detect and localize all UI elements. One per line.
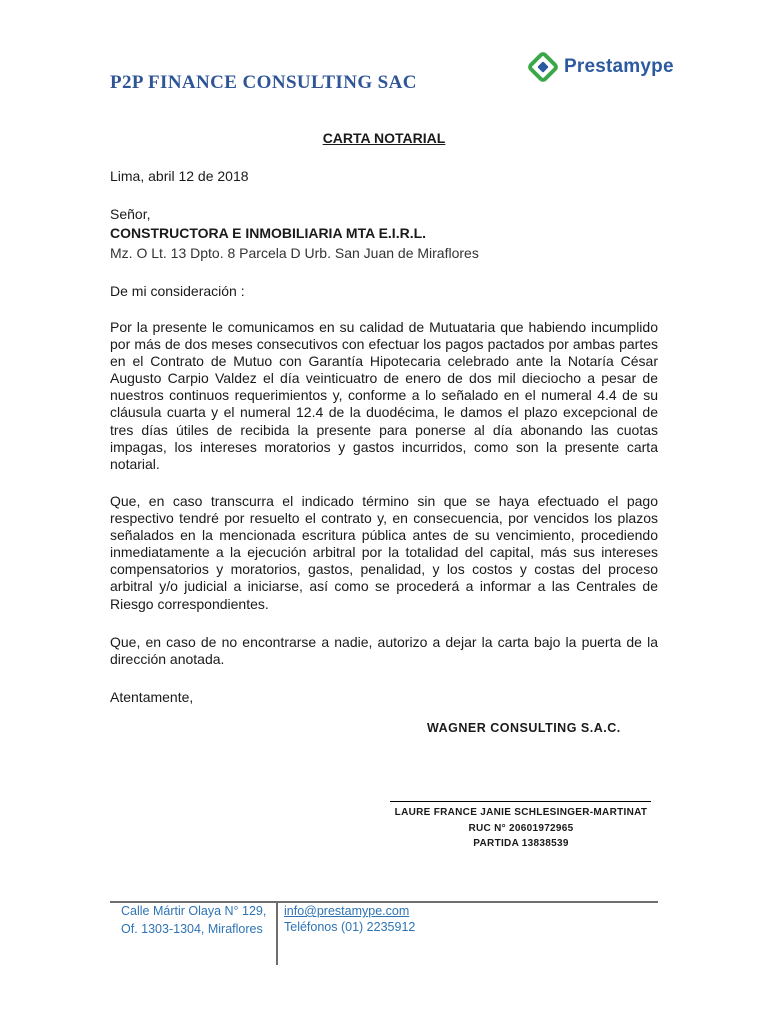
footer-address-line2: Of. 1303-1304, Miraflores: [121, 922, 263, 936]
recipient-address: Mz. O Lt. 13 Dpto. 8 Parcela D Urb. San Juan de Miraflores: [110, 245, 479, 261]
logo-wordmark: Prestamype: [564, 56, 674, 77]
footer-phone: Teléfonos (01) 2235912: [284, 920, 416, 934]
footer-address-line1: Calle Mártir Olaya N° 129,: [121, 904, 267, 918]
signer-ruc: RUC N° 20601972965: [468, 823, 574, 834]
footer-email-link[interactable]: info@prestamype.com: [284, 904, 410, 918]
closing: Atentamente,: [110, 689, 194, 705]
recipient-name: CONSTRUCTORA E INMOBILIARIA MTA E.I.R.L.: [110, 225, 427, 241]
greeting: De mi consideración :: [110, 283, 245, 299]
footer-divider-horizontal: [110, 901, 658, 903]
company-header: P2P FINANCE CONSULTING SAC: [110, 72, 417, 93]
salutation: Señor,: [110, 206, 151, 222]
date-line: Lima, abril 12 de 2018: [110, 168, 249, 184]
prestamype-logo: [528, 52, 674, 82]
body-paragraph-1: Por la presente le comunicamos en su calidad de Mutuataria que habiendo incumplido por más de dos meses consecutivos con efectuar los pagos pactados por ambas partes en el Contrato de Mutuo con Garantía Hipotecaria celebrado ante la Notaría César Augusto Carpio Valdez el día veinticuatro de enero de dos mil dieciocho a pesar de nuestros continuos requerimientos y, conforme a lo señalado en el numeral 4.4 de su cláusula cuarta y el numeral 12.4 de la duodécima, le damos el plazo excepcional de tres días útiles de recibida la presente para ponerse al día abonando las cuotas impagas, los intereses moratorios y gastos incurridos, como son la presente carta notarial.: [110, 319, 658, 472]
body-paragraph-2: Que, en caso transcurra el indicado término sin que se haya efectuado el pago respectivo tendré por resuelto el contrato y, en consecuencia, por vencidos los plazos señalados en la mencionada escritura pública antes de su vencimiento, procediendo inmediatamente a la ejecución arbitral por la totalidad del capital, más sus intereses compensatorios y moratorios, gastos, penalidad, y los costos y costas del proceso arbitral y/o judicial a iniciarse, así como se procederá a informar a las Centrales de Riesgo correspondientes.: [110, 493, 658, 612]
signature-line: [390, 801, 651, 802]
prestamype-logo-icon: [528, 52, 558, 82]
signer-name: LAURE FRANCE JANIE SCHLESINGER-MARTINAT: [394, 807, 648, 818]
body-paragraph-3: Que, en caso de no encontrarse a nadie, autorizo a dejar la carta bajo la puerta de la dirección anotada.: [110, 634, 658, 668]
document-title: CARTA NOTARIAL: [322, 130, 446, 146]
footer-divider-vertical: [276, 901, 278, 965]
signer-partida: PARTIDA 13838539: [473, 838, 569, 849]
signature-company: WAGNER CONSULTING S.A.C.: [427, 721, 621, 735]
